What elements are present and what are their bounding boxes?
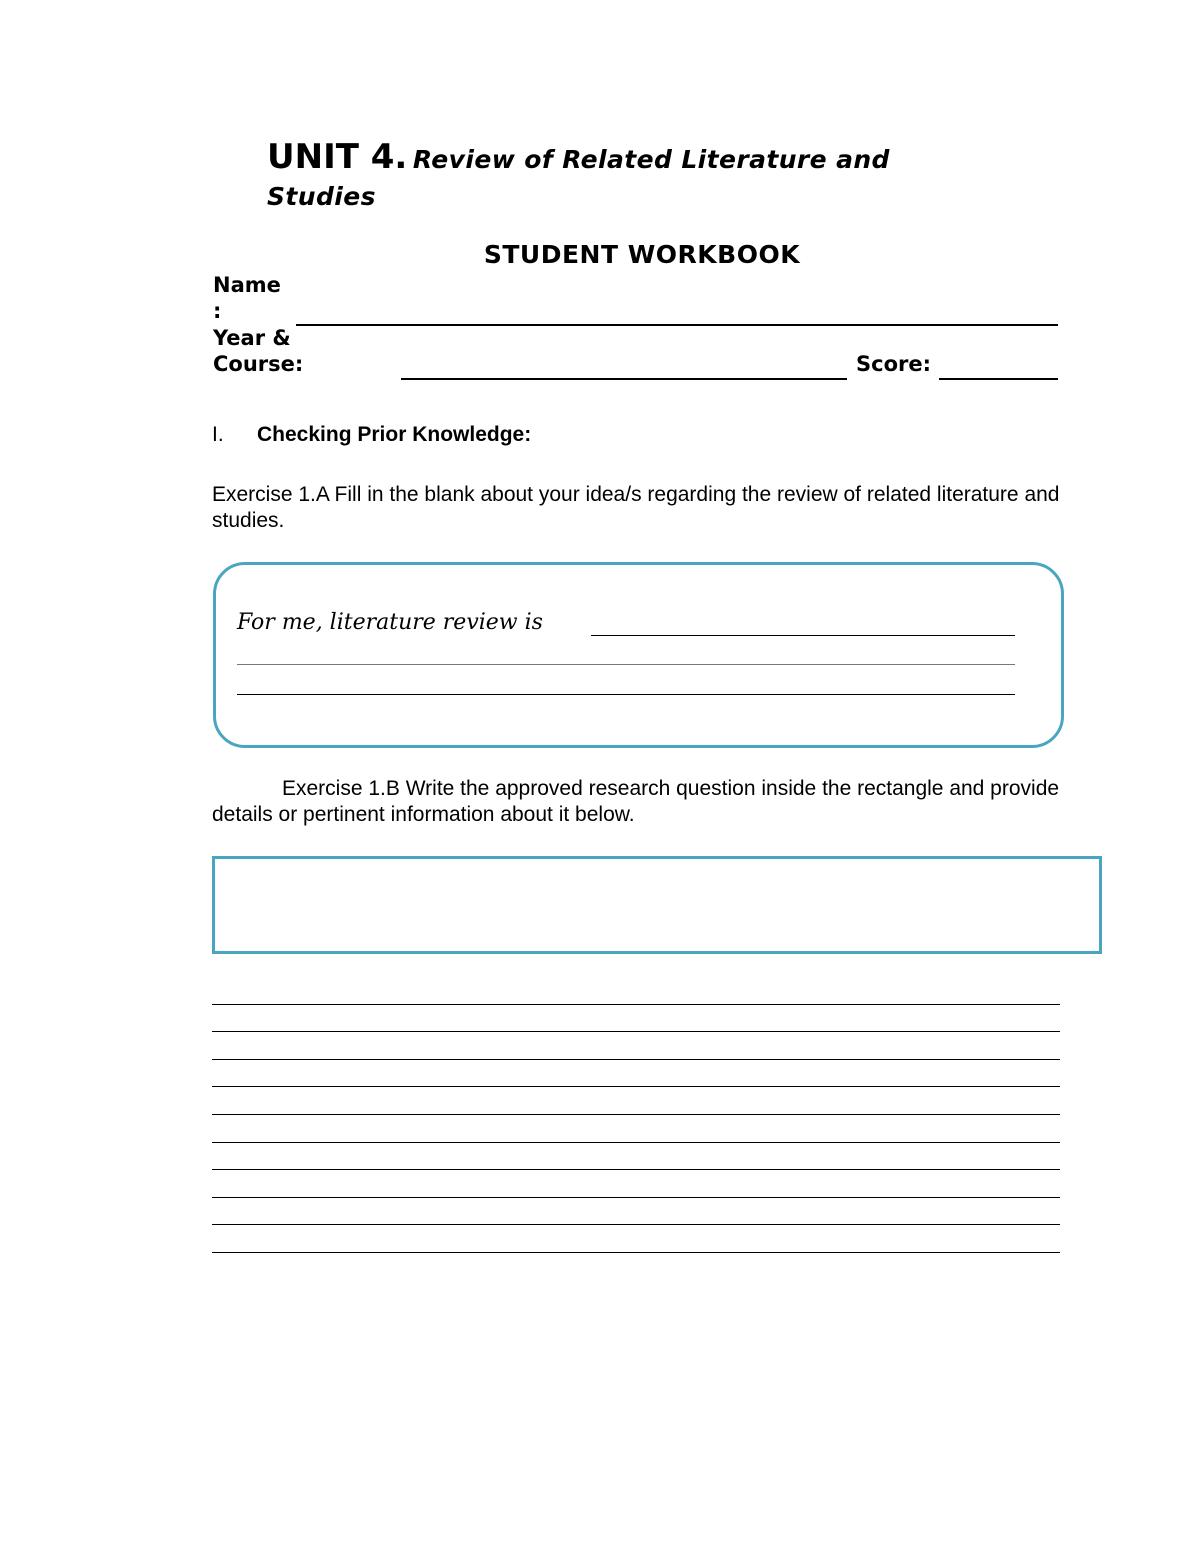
unit-subtitle: Review of Related Literature and Studies xyxy=(267,145,890,211)
exercise-1b-instruction xyxy=(212,776,1072,828)
answer-line[interactable] xyxy=(212,1086,1060,1087)
answer-line[interactable] xyxy=(212,1031,1060,1032)
unit-label: UNIT 4. xyxy=(267,137,408,177)
exercise-1a-blank-line-3[interactable] xyxy=(237,694,1015,695)
exercise-1a-blank-line-2[interactable] xyxy=(237,664,1015,665)
answer-line[interactable] xyxy=(212,1114,1060,1115)
year-course-blank-line[interactable] xyxy=(401,378,847,380)
year-course-label-2: Course: xyxy=(213,352,304,376)
section-heading xyxy=(212,423,531,447)
workbook-heading: STUDENT WORKBOOK xyxy=(483,240,801,269)
exercise-1a-blank-line-1[interactable] xyxy=(591,635,1015,636)
exercise-1a-instruction: Exercise 1.A Fill in the blank about your idea/s regarding the review of related literature and studies. xyxy=(212,483,1060,532)
name-colon: : xyxy=(213,299,222,323)
answer-line[interactable] xyxy=(212,1224,1060,1225)
name-label: Name xyxy=(213,273,281,297)
answer-line[interactable] xyxy=(212,1169,1060,1170)
year-course-label-1: Year & xyxy=(213,326,291,350)
answer-line[interactable] xyxy=(212,1197,1060,1198)
section-title: Checking Prior Knowledge: xyxy=(257,423,532,446)
score-blank-line[interactable] xyxy=(939,378,1058,380)
score-label: Score: xyxy=(856,352,931,376)
answer-line[interactable] xyxy=(212,1142,1060,1143)
answer-line[interactable] xyxy=(212,1004,1060,1005)
unit-title xyxy=(267,137,967,217)
exercise-1a-prompt: For me, literature review is xyxy=(237,610,543,635)
exercise-1a-box xyxy=(213,562,1064,748)
name-blank-line[interactable] xyxy=(296,324,1058,326)
answer-line[interactable] xyxy=(212,1252,1060,1253)
research-question-box[interactable] xyxy=(212,856,1102,954)
exercise-1b-text: Exercise 1.B Write the approved research question inside the rectangle and provide details or pertinent information about it below. xyxy=(212,777,1060,826)
section-number: I. xyxy=(212,423,224,446)
answer-line[interactable] xyxy=(212,1059,1060,1060)
